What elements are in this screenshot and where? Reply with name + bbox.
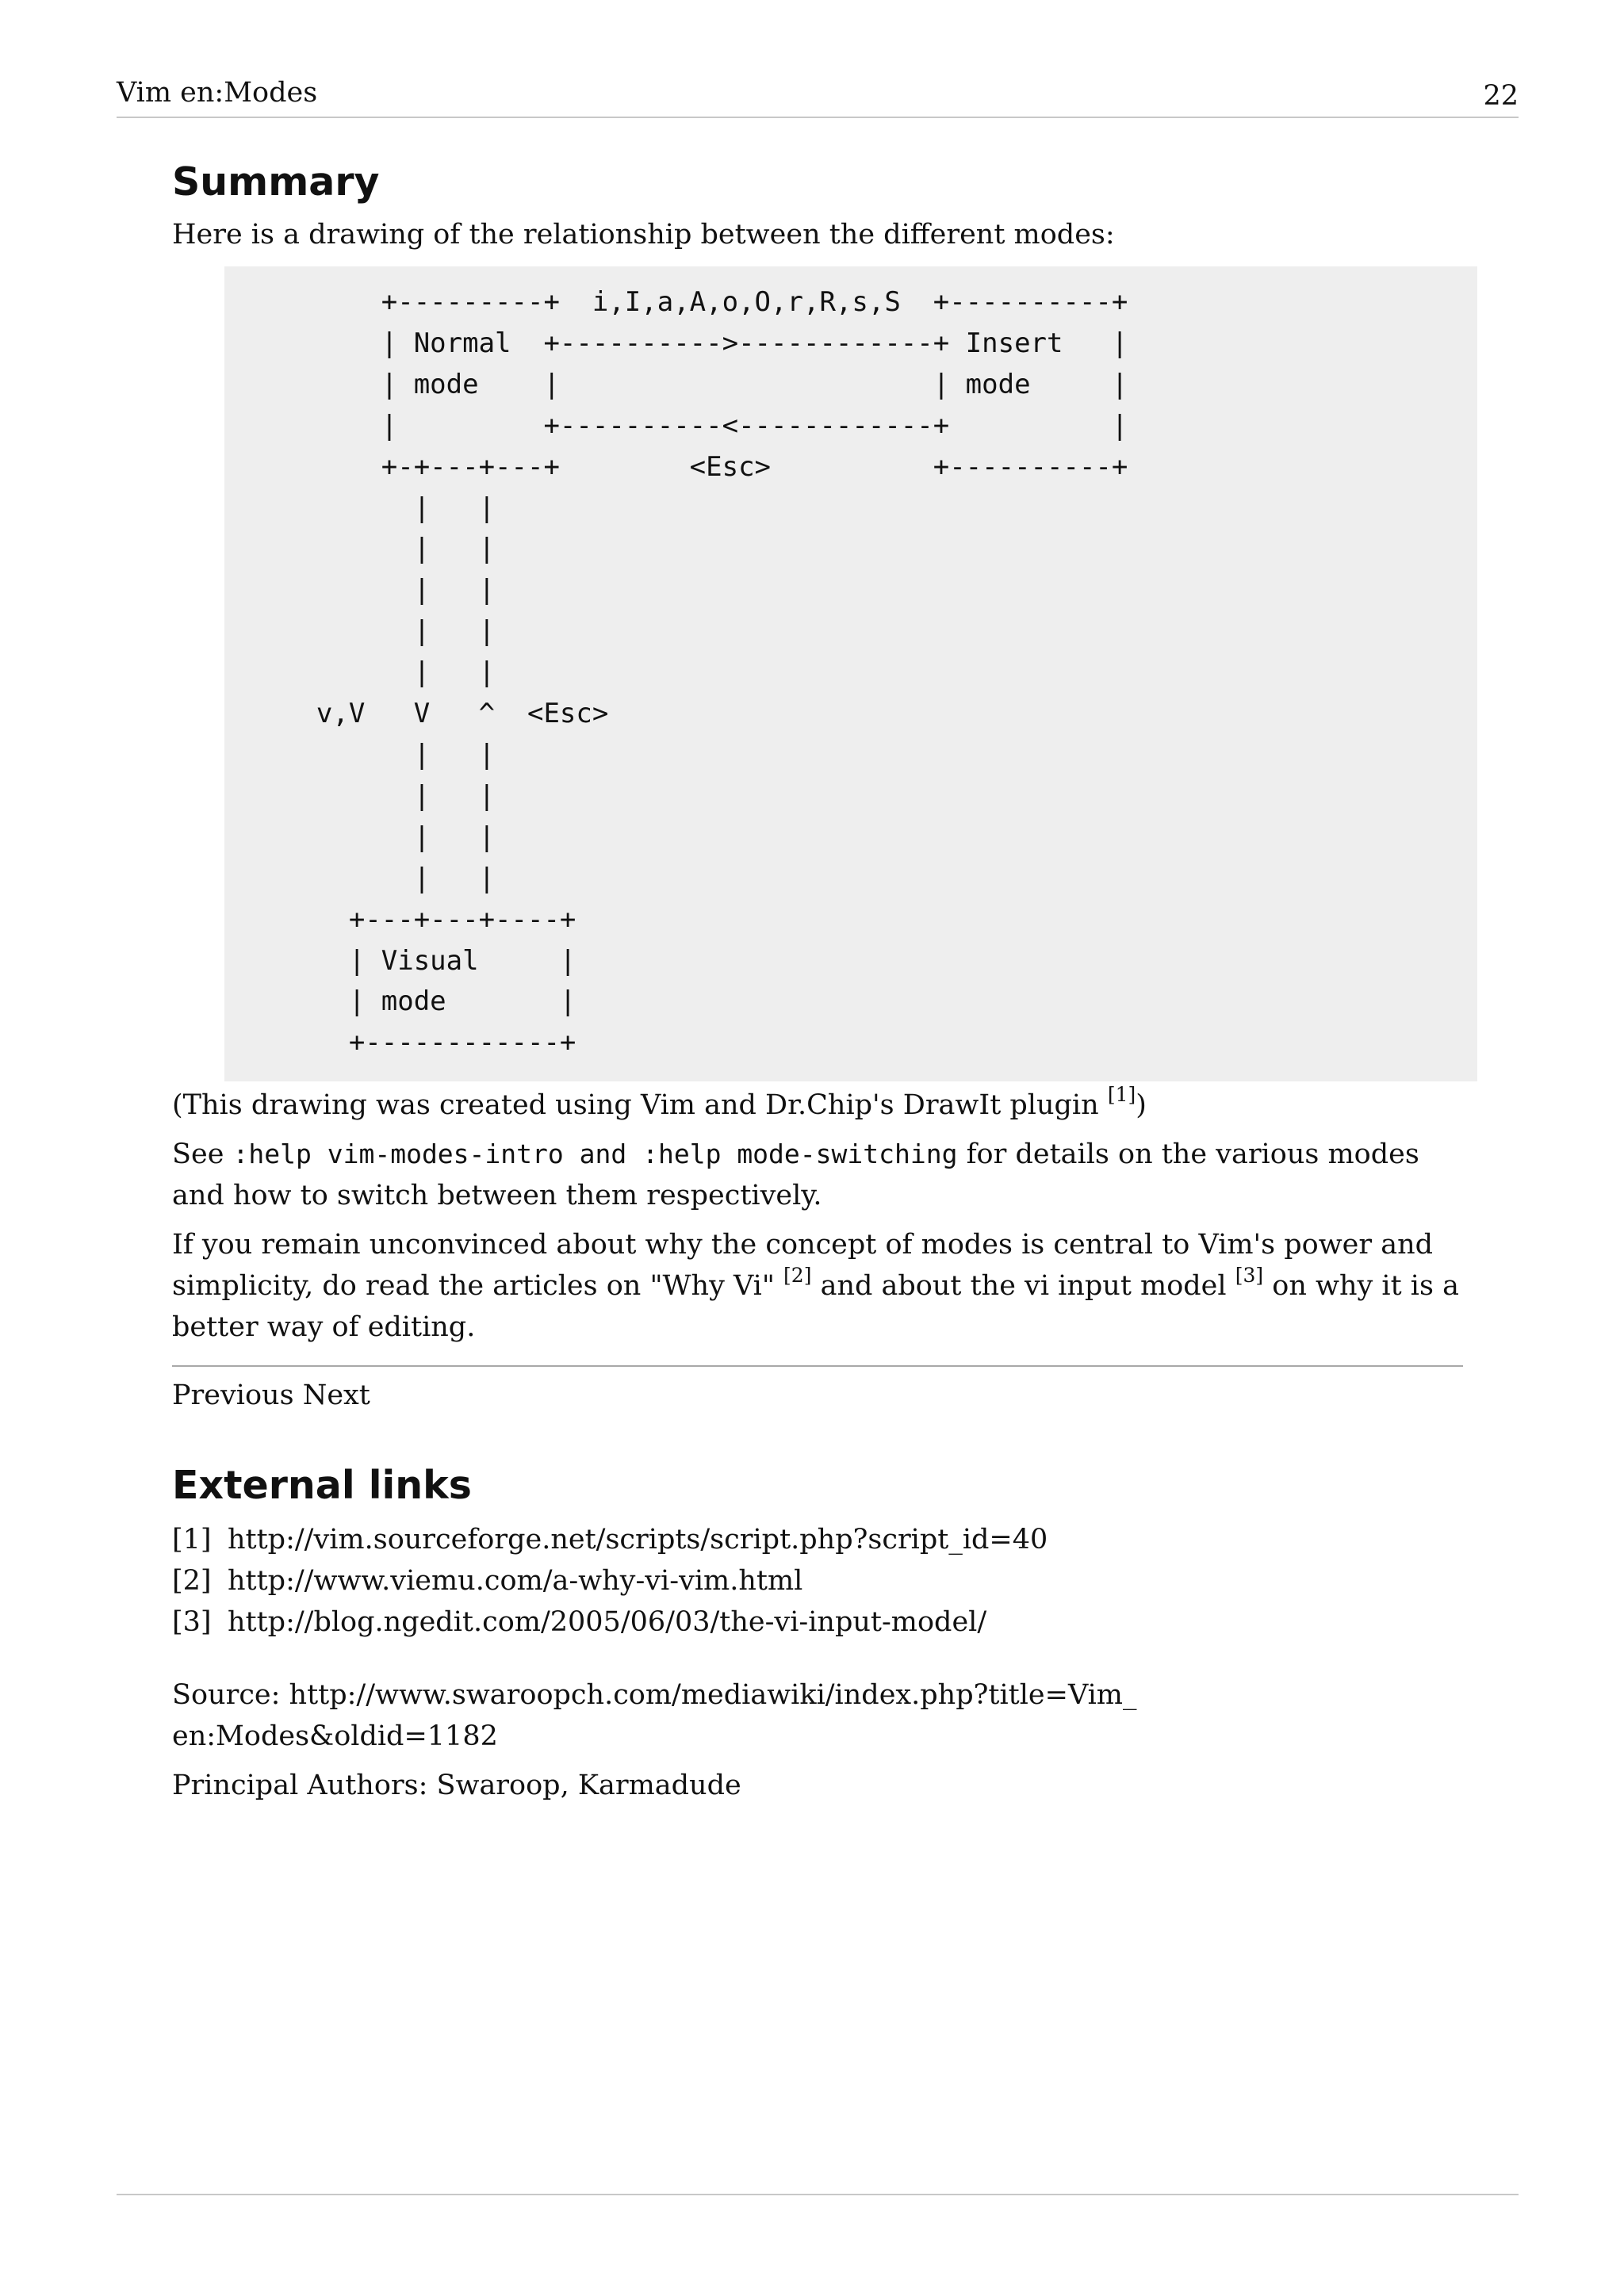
unconvinced-text-2: and about the vi input model — [811, 1270, 1235, 1302]
external-link-number: [1] — [172, 1524, 212, 1556]
unconvinced-text-1: If you remain unconvinced about why the concept of modes is central to Vim's power and simplicity, do read the articles on "Why Vi" — [172, 1229, 1434, 1302]
diagram-line: +---------+ i,I,a,A,o,O,r,R,s,S +----------+ — [251, 286, 1128, 318]
diagram-line: +------------+ — [251, 1027, 576, 1059]
external-link-item — [172, 1560, 1477, 1601]
diagram-line: | | — [251, 492, 496, 524]
why-vi-ref-link[interactable]: [2] — [783, 1263, 812, 1287]
help-command-mode-switching: :help mode-switching — [642, 1138, 958, 1169]
previous-link[interactable]: Previous — [172, 1380, 294, 1411]
mode-diagram-text — [251, 282, 1477, 1064]
diagram-line: | | — [251, 533, 496, 565]
page-content — [172, 159, 1477, 1806]
diagram-line: | | — [251, 821, 496, 853]
diagram-line: | mode | | mode | — [251, 368, 1128, 400]
diagram-line: +---+---+----+ — [251, 903, 576, 936]
footer-rule — [117, 2194, 1519, 2195]
diagram-line: | +----------<------------+ | — [251, 409, 1128, 442]
see-suffix: for details on the various modes and how to switch between them respectively. — [172, 1138, 1419, 1211]
external-links-heading: External links — [172, 1463, 472, 1508]
diagram-line: | Visual | — [251, 944, 576, 977]
diagram-line: | Normal +---------->------------+ Insert | — [251, 327, 1128, 359]
external-link-url[interactable]: http://blog.ngedit.com/2005/06/03/the-vi-input-model/ — [228, 1606, 987, 1638]
drawing-caption — [172, 1082, 1477, 1126]
page-header — [117, 75, 1519, 118]
help-command-modes-intro: :help vim-modes-intro — [232, 1138, 564, 1169]
diagram-line: | | — [251, 574, 496, 607]
source-line-1: Source: http://www.swaroopch.com/mediawiki/index.php?title=Vim_ — [172, 1679, 1137, 1711]
external-link-item — [172, 1601, 1477, 1643]
diagram-line: | | — [251, 738, 496, 771]
see-and: and — [563, 1138, 643, 1169]
source-line-2: en:Modes&oldid=1182 — [172, 1720, 498, 1752]
external-link-url[interactable]: http://vim.sourceforge.net/scripts/script.php?script_id=40 — [228, 1524, 1048, 1556]
diagram-line: | | — [251, 779, 496, 812]
unconvinced-paragraph — [172, 1224, 1477, 1348]
summary-heading: Summary — [172, 159, 380, 205]
diagram-line: | | — [251, 615, 496, 648]
external-link-item — [172, 1519, 1477, 1560]
see-prefix: See — [172, 1138, 233, 1170]
unconvinced-text-3: on why it is a better way of editing. — [172, 1270, 1459, 1343]
caption-end: ) — [1136, 1089, 1147, 1121]
diagram-line: +-+---+---+ <Esc> +----------+ — [251, 450, 1128, 483]
diagram-line: | mode | — [251, 985, 576, 1018]
see-help-paragraph — [172, 1134, 1477, 1216]
external-link-url[interactable]: http://www.viemu.com/a-why-vi-vim.html — [228, 1565, 803, 1597]
external-link-number: [2] — [172, 1565, 212, 1597]
next-link[interactable]: Next — [302, 1380, 370, 1411]
diagram-line: | | — [251, 656, 496, 689]
diagram-line: | | — [251, 862, 496, 894]
principal-authors: Principal Authors: Swaroop, Karmadude — [172, 1770, 741, 1801]
input-model-ref-link[interactable]: [3] — [1235, 1263, 1264, 1287]
external-links-list — [172, 1519, 1477, 1643]
header-title: Vim en:Modes — [117, 77, 318, 109]
caption-ref-link[interactable]: [1] — [1107, 1082, 1136, 1106]
page-navigation — [172, 1375, 1477, 1416]
external-link-number: [3] — [172, 1606, 212, 1638]
mode-diagram — [224, 266, 1477, 1081]
caption-text: (This drawing was created using Vim and Dr.Chip's DrawIt plugin — [172, 1089, 1108, 1121]
diagram-line: v,V V ^ <Esc> — [251, 698, 609, 730]
section-divider — [172, 1365, 1463, 1367]
page-number: 22 — [1483, 80, 1519, 112]
summary-intro: Here is a drawing of the relationship between the different modes: — [172, 219, 1115, 251]
